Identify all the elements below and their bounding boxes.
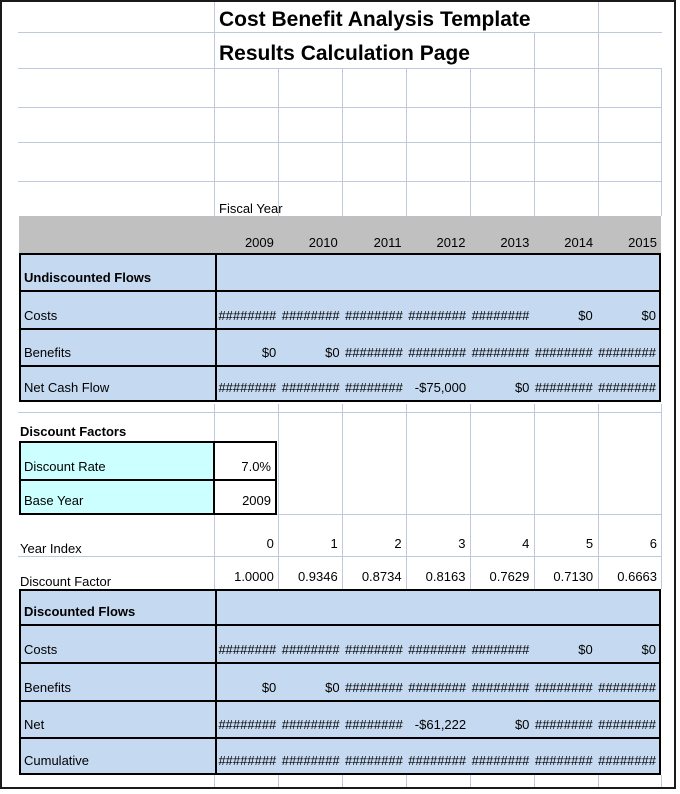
gridline-h [18, 107, 662, 108]
discounted-benefits-2012[interactable]: ######## [408, 680, 467, 695]
discounted-costs-2014[interactable]: $0 [578, 642, 593, 657]
net-cash-flow-2011[interactable]: ######## [345, 380, 403, 395]
gridline-v [214, 775, 215, 788]
gridline-v [534, 68, 535, 216]
year-2013[interactable]: 2013 [500, 235, 530, 250]
undiscounted-benefits-label: Benefits [24, 345, 71, 360]
discount-rate-input[interactable]: 7.0% [215, 443, 275, 479]
year-2011[interactable]: 2011 [373, 235, 402, 250]
discounted-net-2012[interactable]: -$61,222 [414, 717, 467, 732]
discount-factor-2[interactable]: 0.8734 [361, 569, 402, 584]
page-subtitle: Results Calculation Page [219, 42, 470, 65]
discount-inputs-box [19, 441, 277, 515]
gridline-v [661, 68, 662, 216]
year-index-row [214, 515, 661, 556]
net-cash-flow-2010[interactable]: ######## [281, 380, 340, 395]
undiscounted-costs-2009[interactable]: ######## [218, 308, 277, 323]
year-index-6[interactable]: 6 [649, 536, 658, 551]
net-cash-flow-2013[interactable]: $0 [514, 380, 530, 395]
cumulative-2013[interactable]: ######## [471, 753, 530, 768]
year-2012[interactable]: 2012 [436, 235, 466, 250]
cumulative-2010[interactable]: ######## [281, 753, 340, 768]
discounted-costs-2011[interactable]: ######## [345, 642, 403, 657]
year-2010[interactable]: 2010 [308, 235, 338, 250]
discounted-net-2014[interactable]: ######## [534, 717, 593, 732]
gridline-v [534, 32, 535, 68]
discounted-net-2009[interactable]: ######## [218, 717, 277, 732]
gridline-v [470, 775, 471, 788]
undiscounted-benefits-2015[interactable]: ######## [598, 345, 656, 360]
gridline-v [661, 404, 662, 589]
discounted-costs-2015[interactable]: $0 [641, 642, 656, 657]
gridline-v [661, 775, 662, 788]
undiscounted-benefits-2014[interactable]: ######## [534, 345, 593, 360]
discounted-flows-table [19, 589, 661, 775]
discount-rate-label: Discount Rate [21, 443, 215, 479]
year-2009[interactable]: 2009 [244, 235, 274, 250]
discounted-benefits-2013[interactable]: ######## [471, 680, 530, 695]
undiscounted-costs-2013[interactable]: ######## [471, 308, 530, 323]
gridline-v [598, 775, 599, 788]
discount-factor-4[interactable]: 0.7629 [489, 569, 530, 584]
gridline-v [406, 775, 407, 788]
discounted-benefits-2010[interactable]: $0 [325, 680, 340, 695]
cumulative-2014[interactable]: ######## [534, 753, 593, 768]
discount-factor-row [214, 556, 661, 589]
net-cash-flow-2012[interactable]: -$75,000 [414, 380, 467, 395]
discounted-net-2015[interactable]: ######## [598, 717, 656, 732]
discounted-costs-2013[interactable]: ######## [471, 642, 530, 657]
base-year-label: Base Year [21, 481, 215, 513]
undiscounted-benefits-2010[interactable]: $0 [325, 345, 340, 360]
undiscounted-benefits-2009[interactable]: $0 [261, 345, 277, 360]
cumulative-2012[interactable]: ######## [408, 753, 467, 768]
undiscounted-costs-label: Costs [24, 308, 58, 323]
discounted-benefits-2009[interactable]: $0 [261, 680, 277, 695]
discounted-benefits-2014[interactable]: ######## [534, 680, 593, 695]
year-index-0[interactable]: 0 [266, 536, 274, 551]
discounted-benefits-2011[interactable]: ######## [345, 680, 403, 695]
year-index-4[interactable]: 4 [522, 536, 530, 551]
undiscounted-benefits-2013[interactable]: ######## [471, 345, 530, 360]
year-header-band [19, 216, 661, 253]
discounted-costs-2010[interactable]: ######## [281, 642, 340, 657]
gridline-v [598, 0, 599, 68]
gridline-v [342, 68, 343, 216]
discount-factor-label: Discount Factor [20, 574, 112, 589]
net-cash-flow-2009[interactable]: ######## [218, 380, 277, 395]
gridline-h [18, 142, 662, 143]
undiscounted-flows-header: Undiscounted Flows [24, 270, 152, 285]
gridline-v [598, 68, 599, 216]
discount-factors-header: Discount Factors [20, 424, 127, 439]
discounted-net-2011[interactable]: ######## [345, 717, 403, 732]
cumulative-2011[interactable]: ######## [345, 753, 403, 768]
net-cash-flow-2015[interactable]: ######## [598, 380, 656, 395]
net-cash-flow-2014[interactable]: ######## [534, 380, 593, 395]
discount-factor-5[interactable]: 0.7130 [553, 569, 594, 584]
discounted-costs-label: Costs [24, 642, 58, 657]
base-year-input[interactable]: 2009 [215, 481, 275, 513]
undiscounted-costs-2011[interactable]: ######## [345, 308, 403, 323]
gridline-v [470, 68, 471, 216]
discounted-net-2013[interactable]: $0 [514, 717, 530, 732]
discounted-flows-header: Discounted Flows [24, 604, 136, 619]
discounted-benefits-2015[interactable]: ######## [598, 680, 656, 695]
undiscounted-costs-2014[interactable]: $0 [578, 308, 593, 323]
year-index-5[interactable]: 5 [585, 536, 594, 551]
discounted-benefits-label: Benefits [24, 680, 71, 695]
discounted-net-label: Net [24, 717, 45, 732]
undiscounted-benefits-2012[interactable]: ######## [408, 345, 467, 360]
gridline-v [214, 0, 215, 216]
discounted-costs-2012[interactable]: ######## [408, 642, 467, 657]
year-header-cells [214, 216, 661, 253]
undiscounted-costs-2012[interactable]: ######## [408, 308, 467, 323]
cumulative-2009[interactable]: ######## [218, 753, 277, 768]
undiscounted-costs-2015[interactable]: $0 [641, 308, 656, 323]
gridline-v [342, 775, 343, 788]
discounted-net-2010[interactable]: ######## [281, 717, 340, 732]
gridline-v [278, 775, 279, 788]
cumulative-2015[interactable]: ######## [598, 753, 656, 768]
page-title: Cost Benefit Analysis Template [219, 8, 531, 31]
discounted-costs-2009[interactable]: ######## [218, 642, 277, 657]
gridline-v [534, 775, 535, 788]
undiscounted-benefits-2011[interactable]: ######## [345, 345, 403, 360]
discount-factor-1[interactable]: 0.9346 [297, 569, 338, 584]
year-2015[interactable]: 2015 [628, 235, 658, 250]
discount-factor-3[interactable]: 0.8163 [425, 569, 466, 584]
undiscounted-flows-table [19, 253, 661, 402]
cumulative-label: Cumulative [24, 753, 90, 768]
year-index-3[interactable]: 3 [458, 536, 466, 551]
year-index-2[interactable]: 2 [394, 536, 402, 551]
net-cash-flow-label: Net Cash Flow [24, 380, 110, 395]
discount-factor-0[interactable]: 1.0000 [234, 569, 274, 584]
discount-factor-6[interactable]: 0.6663 [617, 569, 658, 584]
year-index-label: Year Index [20, 541, 82, 556]
fiscal-year-label: Fiscal Year [219, 201, 283, 216]
year-2014[interactable]: 2014 [564, 235, 594, 250]
gridline-h [18, 181, 662, 182]
gridline-v [406, 68, 407, 216]
undiscounted-costs-2010[interactable]: ######## [281, 308, 340, 323]
year-index-1[interactable]: 1 [330, 536, 338, 551]
